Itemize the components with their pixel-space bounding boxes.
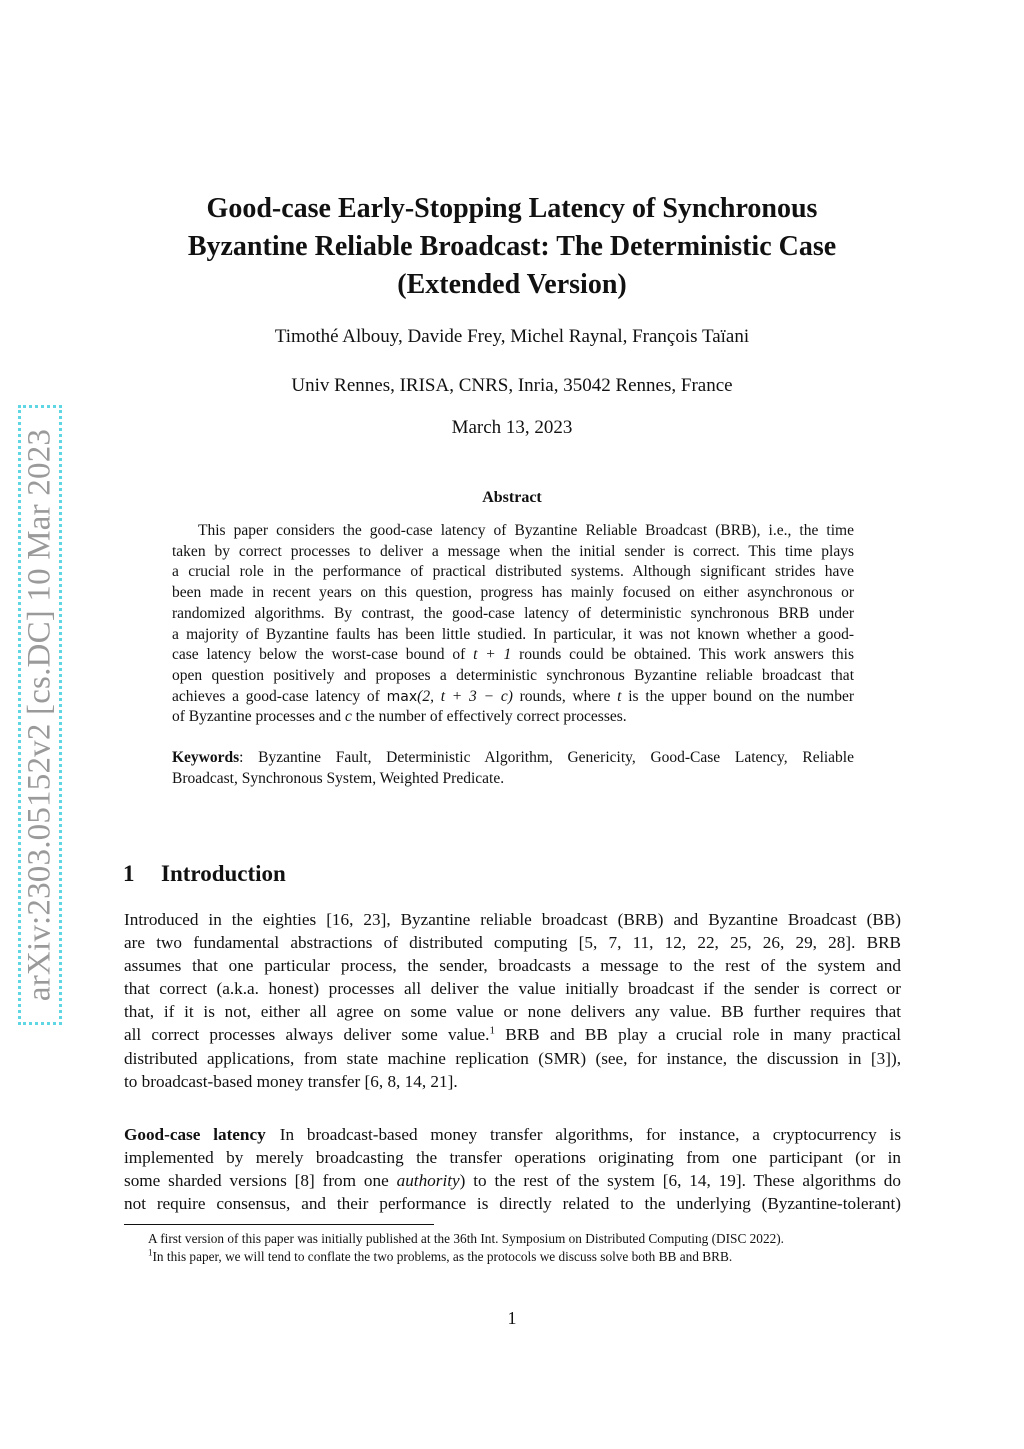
affiliation: Univ Rennes, IRISA, CNRS, Inria, 35042 Rennes, France (291, 375, 733, 396)
body-line (124, 1169, 901, 1192)
paragraph-runin-heading: Good-case latency (124, 1125, 266, 1144)
footnote (124, 1248, 901, 1266)
abstract-body (172, 521, 854, 728)
abstract-text: rounds, where (512, 687, 618, 705)
abstract-text: the number of effectively correct processes. (351, 708, 627, 726)
body-line: distributed applications, from state machine replication (SMR) (see, for instance, the discussion in [3]), (124, 1048, 901, 1068)
abstract-line: taken by correct processes to deliver a message when the initial sender is correct. This time plays (172, 542, 854, 560)
math-expression: (2, t + 3 − c) (417, 687, 513, 705)
body-line: that, if it is not, either all agree on some value or none delivers any value. BB further requires that (124, 1002, 901, 1022)
body-text: some sharded versions [8] from one (124, 1171, 397, 1191)
body-line: Introduced in the eighties [16, 23], Byzantine reliable broadcast (BRB) and Byzantine Broadcast (BB) (124, 910, 901, 929)
footnote-marker: 1 (148, 1247, 153, 1258)
keywords-label: Keywords (172, 749, 240, 766)
abstract-text: achieves a good-case latency of (172, 687, 387, 705)
footnotes (124, 1230, 901, 1266)
good-case-latency-paragraph (124, 1123, 901, 1215)
abstract-line (172, 707, 854, 728)
abstract-line: a majority of Byzantine faults has been little studied. In particular, it was not known whether a good- (172, 625, 854, 643)
body-line: implemented by merely broadcasting the transfer operations originating from one participant (or in (124, 1148, 901, 1168)
abstract-line: randomized algorithms. By contrast, the good-case latency of deterministic synchronous BRB under (172, 604, 854, 622)
keywords-line (172, 748, 854, 769)
footnote-marker: 1 (489, 1024, 495, 1037)
body-line: assumes that one particular process, the sender, broadcasts a message to the rest of the system and (124, 956, 901, 976)
math-expression: t + 1 (473, 646, 512, 664)
math-variable: t (617, 687, 622, 705)
body-text: all correct processes always deliver some value. (124, 1025, 490, 1045)
page-number: 1 (507, 1308, 517, 1328)
footnote-text: In this paper, we will tend to conflate the two problems, as the protocols we discuss solve both BB and BRB. (152, 1249, 733, 1264)
abstract-line: open question positively and proposes a deterministic synchronous Byzantine reliable broadcast that (172, 666, 854, 684)
section-heading (123, 861, 286, 887)
body-line (124, 1023, 901, 1046)
abstract-line: This paper considers the good-case latency of Byzantine Reliable Broadcast (BRB), i.e., the time (198, 522, 854, 539)
emphasis-text: authority (396, 1171, 460, 1191)
body-line (124, 1123, 901, 1146)
abstract-text: is the upper bound on the number (621, 687, 855, 705)
abstract-heading: Abstract (482, 489, 542, 506)
paper-date: March 13, 2023 (451, 417, 573, 438)
arxiv-identifier: arXiv:2303.05152v2 [cs.DC] 10 Mar 2023 (21, 428, 58, 1002)
body-line: not require consensus, and their performance is directly related to the underlying (Byzantine-tolerant) (124, 1194, 901, 1214)
math-variable: c (345, 708, 352, 726)
arxiv-side-stamp (18, 405, 62, 1025)
body-line: are two fundamental abstractions of distributed computing [5, 7, 11, 12, 22, 25, 26, 29, 28]. BRB (124, 933, 901, 953)
body-line: that correct (a.k.a. honest) processes all deliver the value initially broadcast if the sender is correct or (124, 979, 901, 999)
abstract-line (172, 687, 854, 708)
abstract-line (172, 645, 854, 666)
title-line: Good-case Early-Stopping Latency of Synchronous (206, 193, 818, 224)
title-line: (Extended Version) (397, 269, 627, 300)
keywords-block (172, 748, 854, 789)
body-text: ) to the rest of the system [6, 14, 19]. These algorithms do (459, 1171, 901, 1191)
keywords-text: : Byzantine Fault, Deterministic Algorithm, Genericity, Good-Case Latency, Reliable (239, 749, 854, 766)
footnote-rule (124, 1224, 434, 1225)
section-title: Introduction (161, 861, 286, 886)
section-number: 1 (123, 861, 135, 886)
body-text: BRB and BB play a crucial role in many practical (494, 1025, 901, 1045)
body-text: In broadcast-based money transfer algorithms, for instance, a cryptocurrency is (279, 1125, 902, 1144)
keywords-line: Broadcast, Synchronous System, Weighted Predicate. (172, 769, 505, 787)
title-line: Byzantine Reliable Broadcast: The Deterministic Case (187, 231, 837, 262)
footnote: A first version of this paper was initially published at the 36th Int. Symposium on Distributed Computing (DISC 2022). (148, 1231, 784, 1246)
abstract-text: of Byzantine processes and (172, 708, 346, 726)
paper-title (120, 190, 904, 304)
author-list: Timothé Albouy, Davide Frey, Michel Raynal, François Taïani (274, 326, 750, 347)
body-line: to broadcast-based money transfer [6, 8, 14, 21]. (124, 1071, 458, 1091)
math-function: max (386, 688, 418, 705)
intro-paragraph (124, 908, 901, 1093)
abstract-text: rounds could be obtained. This work answers this (511, 646, 854, 664)
abstract-line: been made in recent years on this question, progress has mainly focused on either asynchronous or (172, 584, 854, 602)
abstract-line: a crucial role in the performance of practical distributed systems. Although significant strides have (172, 563, 854, 581)
abstract-text: case latency below the worst-case bound of (172, 646, 474, 664)
